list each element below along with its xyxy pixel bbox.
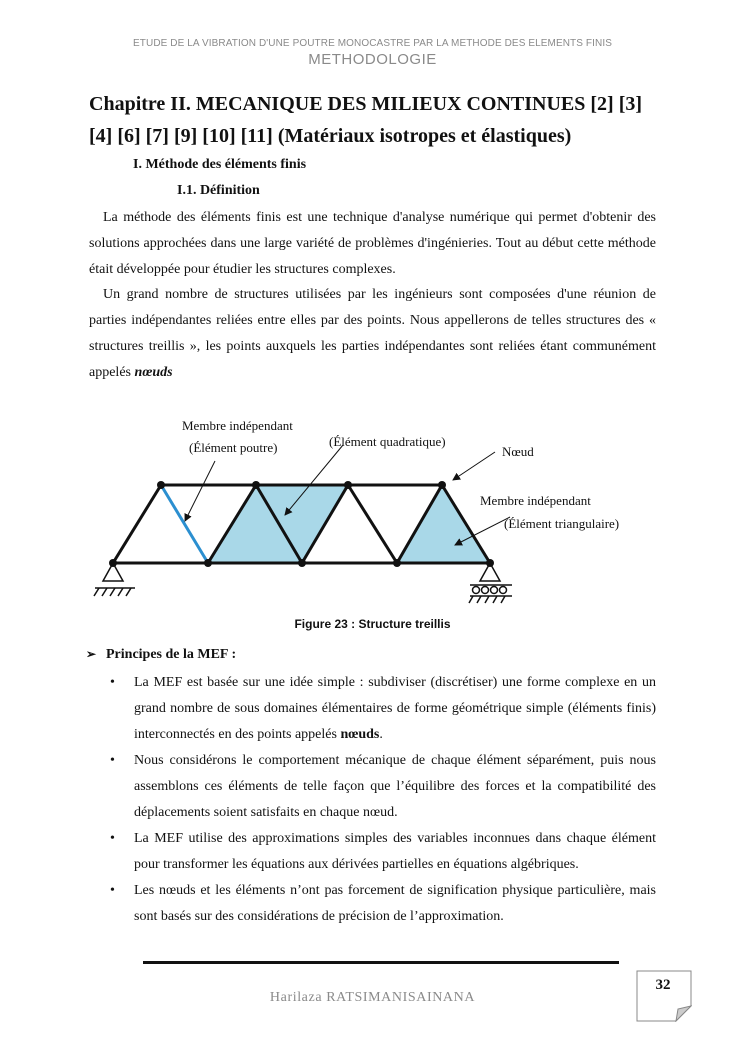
beam-element xyxy=(161,485,208,563)
footer-author: Harilaza RATSIMANISAINANA xyxy=(269,990,476,1005)
section-header: METHODOLOGIE xyxy=(308,51,437,68)
nodes-term: nœuds xyxy=(134,365,173,380)
principles-heading xyxy=(86,647,236,663)
list-item-text: Nous considérons le comportement mécanique de chaque élément séparément, puis nous assemblons ces éléments de telle façon que l’équilibre des forces et la compatibilité des déplacements soient satisfaits en chaque nœud. xyxy=(134,753,656,820)
pinned-support xyxy=(94,563,135,596)
subsection-heading: I.1. Définition xyxy=(177,183,260,198)
tri-label-line1: Membre indépendant xyxy=(480,493,591,508)
section-heading: I. Méthode des éléments finis xyxy=(133,157,307,172)
list-item-tail: . xyxy=(379,727,383,742)
tri-label-line2: (Élément triangulaire) xyxy=(504,516,620,531)
list-item-text: Les nœuds et les éléments n’ont pas forcement de signification physique particulière, mais sont basés sur des considérations de précision de l’approximation. xyxy=(134,883,656,924)
list-item xyxy=(108,670,656,748)
bullet-icon: • xyxy=(110,753,115,768)
definition-paragraph: La méthode des éléments finis est une technique d'analyse numérique qui permet d'obtenir des solutions approchées dans une large variété de problèmes d'ingénieries. Tout au début cette méthode était développée pour étudier les structures complexes. xyxy=(89,210,656,277)
bullet-icon: • xyxy=(110,883,115,898)
truss-paragraph-text: Un grand nombre de structures utilisées par les ingénieurs sont composées d'une réunion de parties indépendantes reliées entre elles par des points. Nous appellerons de telles structures des « structures treillis », les points auxquels les parties indépendantes sont reliées étant communément appelés xyxy=(89,287,656,380)
truss-paragraph xyxy=(89,282,656,386)
triangular-element xyxy=(397,485,490,563)
list-item xyxy=(108,878,656,930)
list-item xyxy=(108,748,656,826)
principles-list xyxy=(108,670,656,930)
list-item-text: La MEF utilise des approximations simples des variables inconnues dans chaque élément pour transformer les équations aux dérivées partielles en équations algébriques. xyxy=(134,831,656,872)
list-item-text: La MEF est basée sur une idée simple : subdiviser (discrétiser) une forme complexe en un grand nombre de sous domaines élémentaires de forme géométrique simple (éléments finis) interconnectés en des points appelés xyxy=(134,675,656,742)
footer-divider xyxy=(143,961,619,964)
list-item xyxy=(108,826,656,878)
chapter-title: Chapitre II. MECANIQUE DES MILIEUX CONTINUES [2] [3] [4] [6] [7] [9] [10] [11] (Matériaux isotropes et élastiques) xyxy=(89,93,643,147)
beam-label-line2: (Élément poutre) xyxy=(189,440,278,455)
arrow-bullet-icon: ➢ xyxy=(86,647,97,661)
bullet-icon: • xyxy=(110,831,115,846)
node-label: Nœud xyxy=(502,444,534,459)
list-item-bold: nœuds xyxy=(340,727,380,742)
beam-label-line1: Membre indépendant xyxy=(182,418,293,433)
quad-label: (Élément quadratique) xyxy=(329,434,446,449)
roller-support xyxy=(469,563,512,603)
page-number: 32 xyxy=(655,977,671,993)
principles-heading-text: Principes de la MEF : xyxy=(106,647,237,662)
running-header: ETUDE DE LA VIBRATION D'UNE POUTRE MONOCASTRE PAR LA METHODE DES ELEMENTS FINIS xyxy=(133,38,612,49)
figure-caption: Figure 23 : Structure treillis xyxy=(294,617,451,631)
bullet-icon: • xyxy=(110,675,115,690)
truss-figure xyxy=(85,405,645,615)
